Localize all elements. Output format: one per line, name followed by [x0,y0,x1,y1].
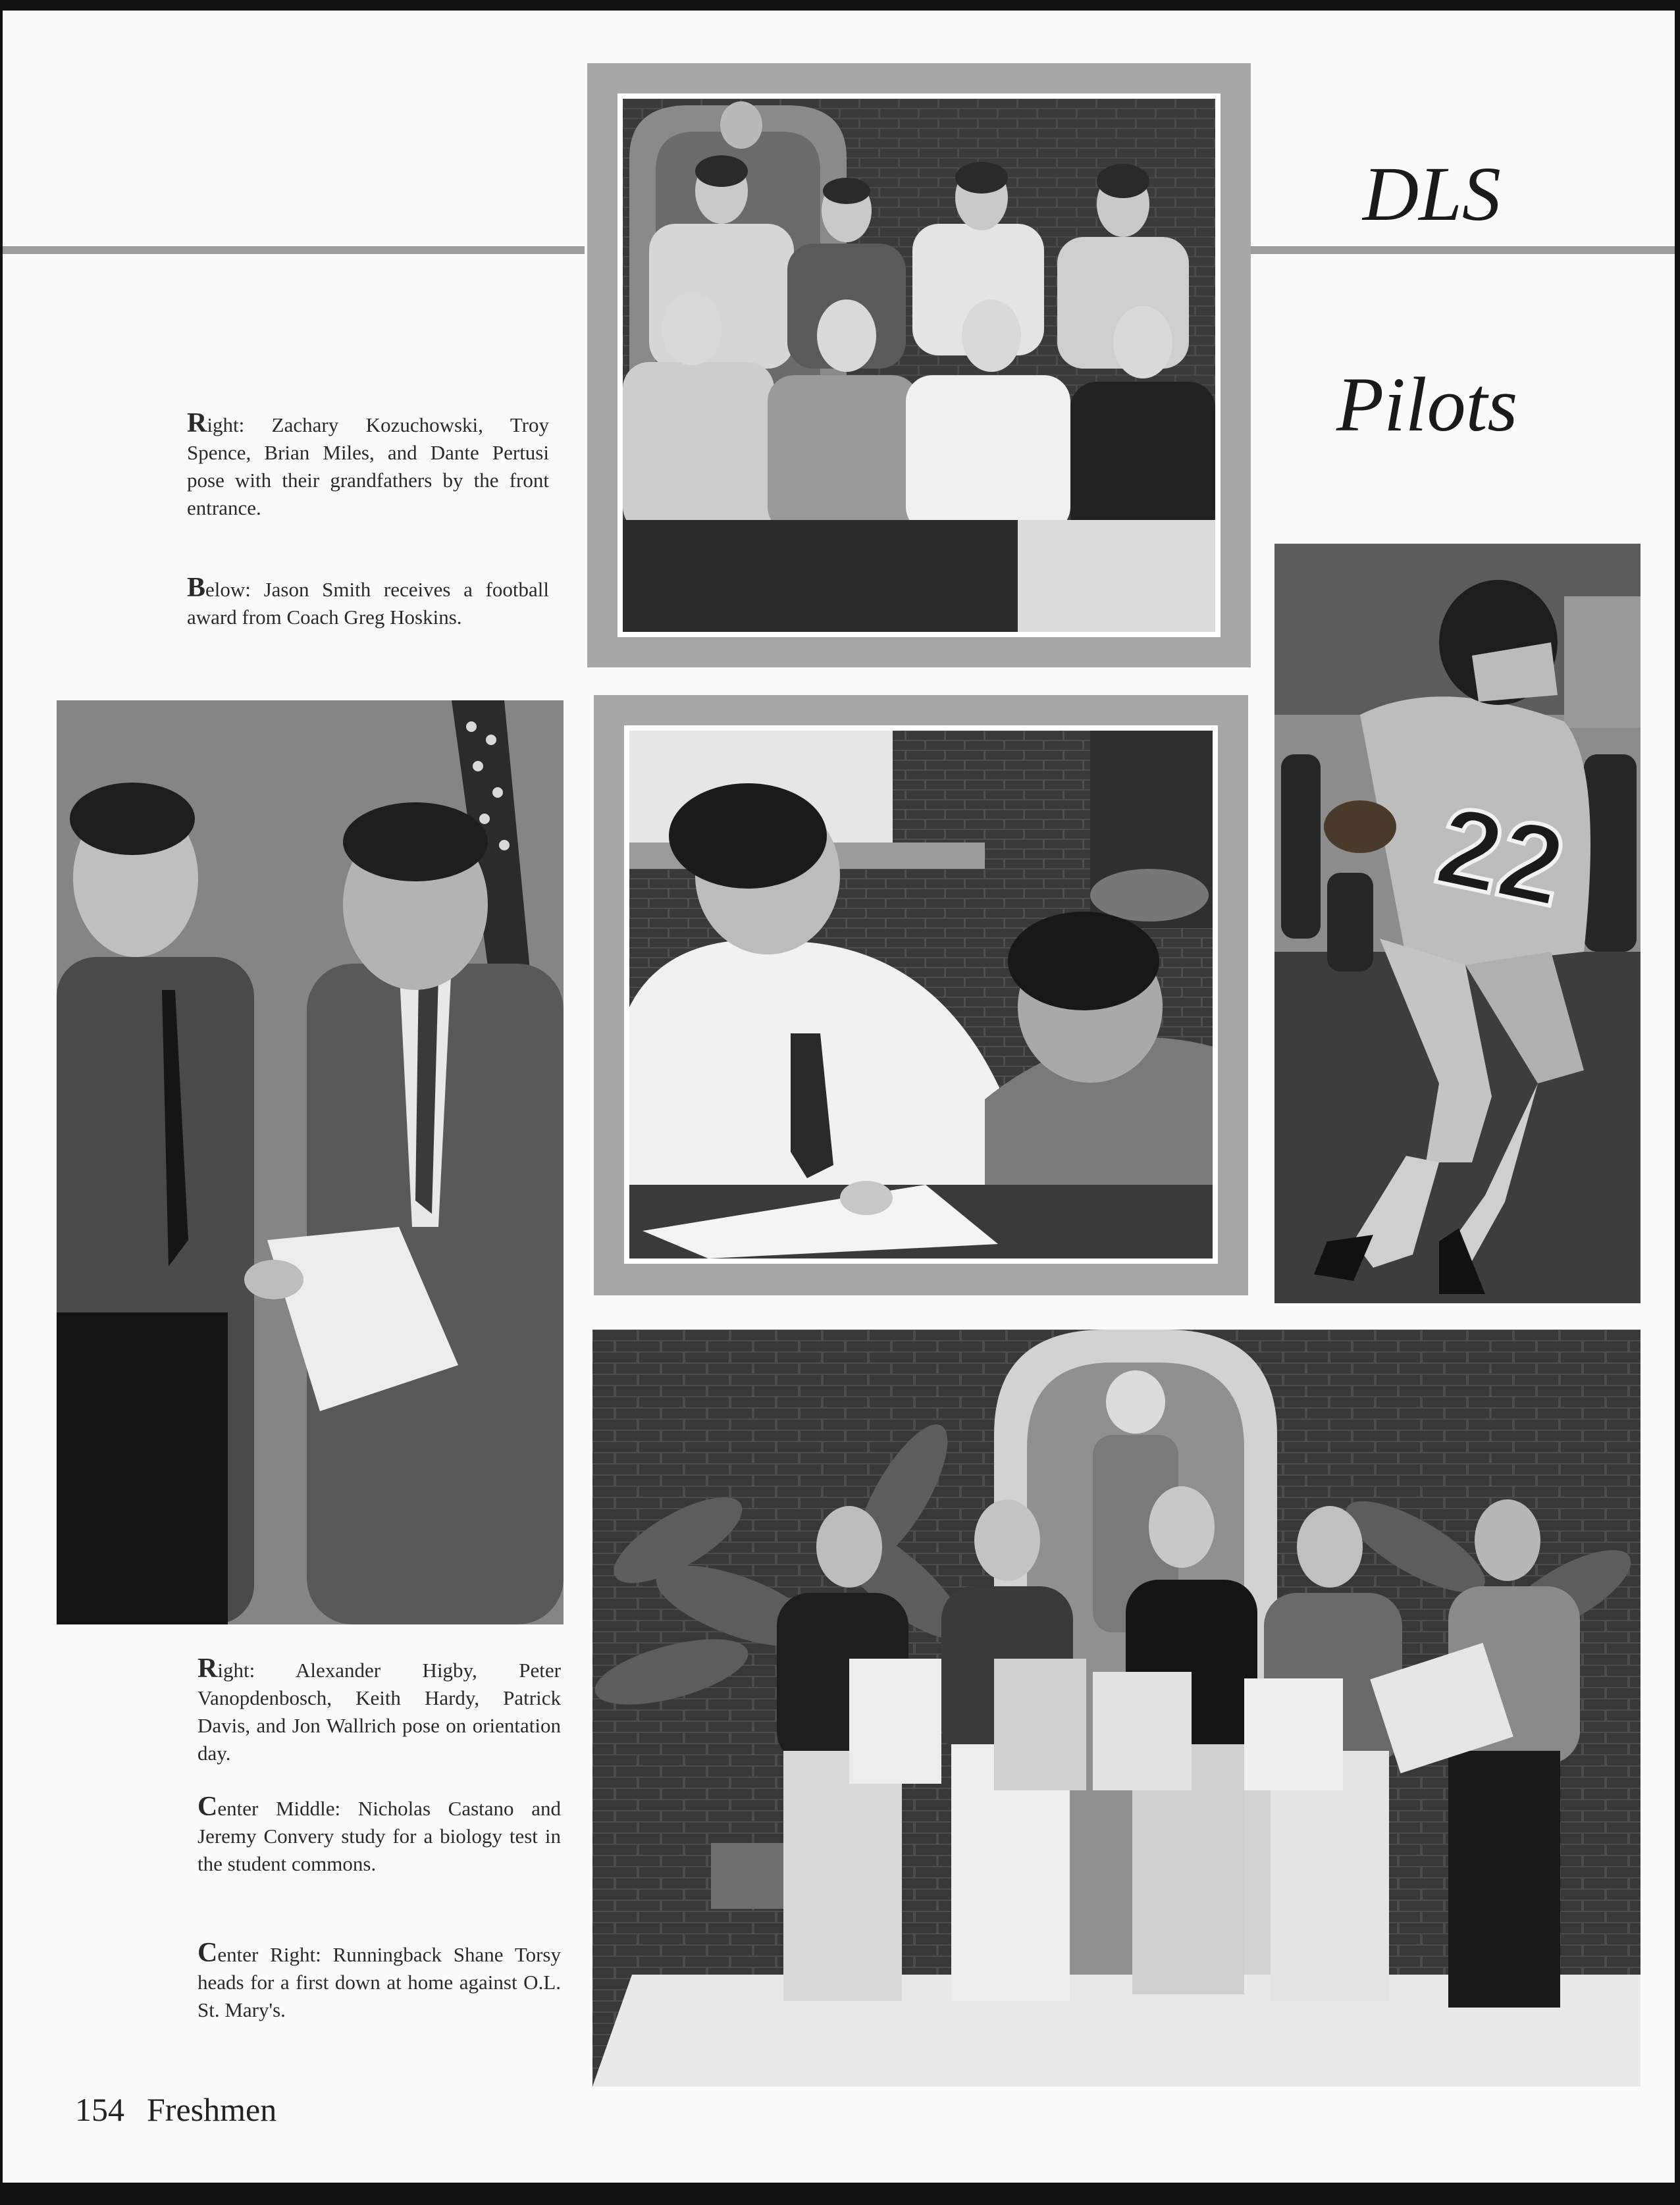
yearbook-page [3,11,1675,2183]
caption-grandfathers: Right: Zachary Kozuchowski, Troy Spence, Brian Miles, and Dante Pertusi pose with their grandfathers by the front entrance. [187,408,549,519]
page-title-pilots: Pilots [1336,361,1518,448]
photo-frame-grandfathers [587,63,1251,667]
header-rule-left [3,246,585,254]
caption-football-award: Below: Jason Smith receives a football award from Coach Greg Hoskins. [187,573,549,629]
photo-frame-study [594,695,1248,1295]
section-name: Freshmen [147,2091,277,2128]
photo-football-award [57,700,564,1624]
photo-grandfathers [623,99,1215,632]
caption-orientation: Right: Alexander Higby, Peter Vanopdenbosch, Keith Hardy, Patrick Davis, and Jon Wallrich pose on orientation day. [197,1653,561,1765]
photo-orientation-day [592,1330,1641,2087]
caption-center-right: Center Right: Runningback Shane Torsy heads for a first down at home against O.L. St. Mary's. [197,1938,561,2021]
jersey-number: 22 [1427,782,1575,931]
page-folio [75,2090,276,2129]
page-title-dls: DLS [1363,151,1501,237]
header-rule-right [1248,246,1675,254]
photo-running-back [1274,544,1641,1303]
page-number: 154 [75,2091,124,2128]
caption-center-middle: Center Middle: Nicholas Castano and Jeremy Convery study for a biology test in the student commons. [197,1792,561,1875]
photo-study-commons [629,731,1213,1258]
